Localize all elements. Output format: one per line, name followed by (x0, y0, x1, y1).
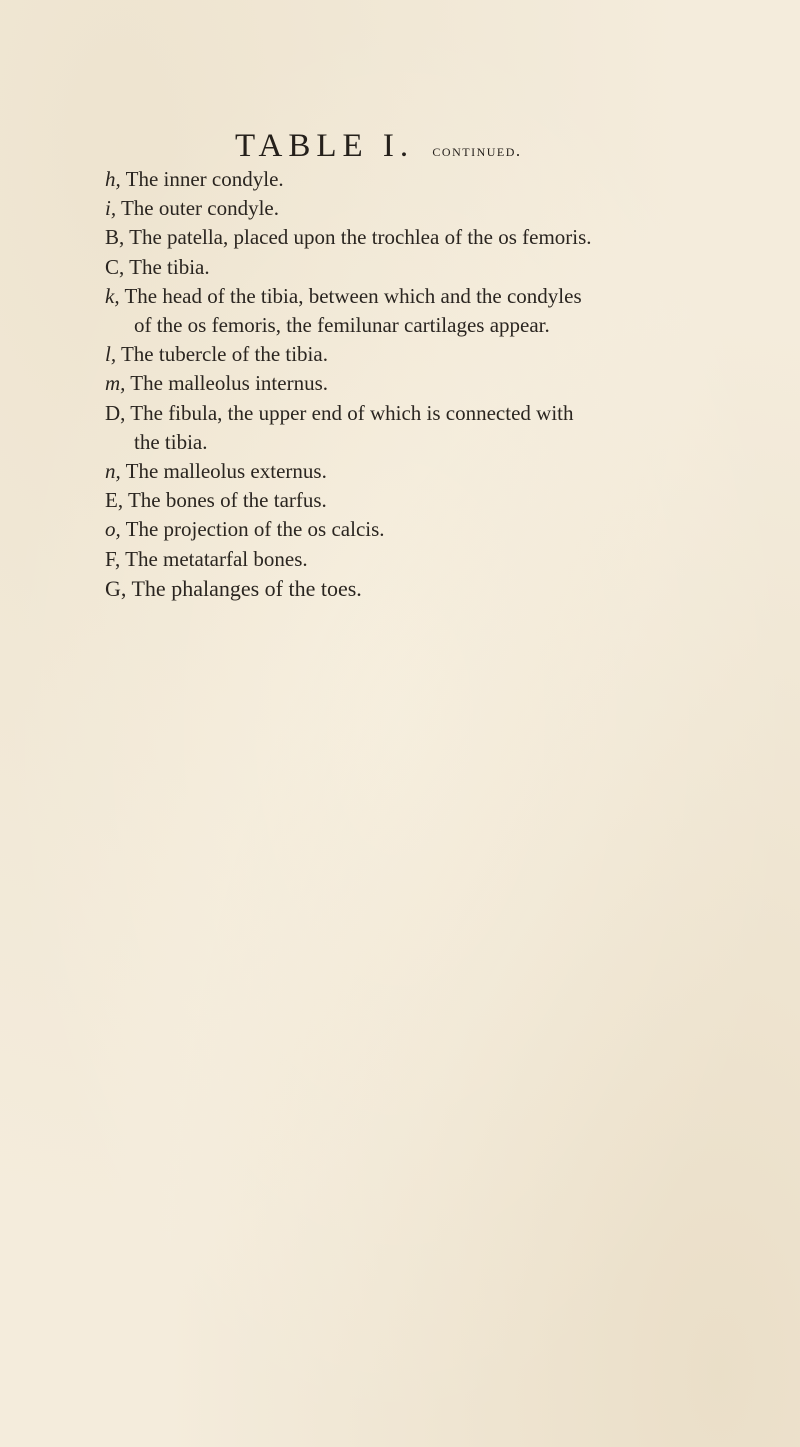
page-title (235, 128, 522, 165)
legend-key: F, (105, 546, 121, 571)
legend-key: h, (105, 167, 121, 191)
legend-item-C (105, 253, 725, 282)
legend-text: The outer condyle. (116, 196, 279, 221)
legend-text-continuation: of the os femoris, the femilunar cartilages appear. (134, 313, 550, 338)
legend-text: The head of the tibia, between which and the condyles (119, 283, 582, 308)
legend-item-G (105, 574, 725, 603)
legend-item-m (105, 369, 725, 398)
legend-key: G, (105, 575, 127, 601)
legend-item-k (105, 282, 725, 340)
legend-item-h (105, 165, 725, 194)
legend-text: The bones of the tarfus. (123, 488, 327, 513)
legend-text: The tubercle of the tibia. (116, 342, 328, 367)
legend-key: i, (105, 196, 117, 221)
table-title: TABLE I. (235, 128, 415, 164)
legend-text: The phalanges of the toes. (126, 575, 362, 601)
legend-key: D, (105, 400, 126, 425)
table-subtitle: continued. (432, 141, 522, 160)
legend-item-F (105, 545, 725, 574)
legend-text: The tibia. (124, 254, 210, 279)
legend-text: The malleolus externus. (120, 459, 327, 484)
legend-key: C, (105, 254, 125, 279)
legend-key: E, (105, 488, 124, 513)
legend-item-o (105, 515, 725, 544)
legend-text: The inner condyle. (120, 167, 284, 191)
legend-list (105, 165, 725, 603)
legend-item-l (105, 340, 725, 369)
legend-item-B (105, 223, 725, 252)
legend-key: B, (105, 225, 125, 250)
legend-key: m, (105, 371, 126, 396)
legend-key: k, (105, 283, 120, 308)
legend-text: The metatarfal bones. (120, 546, 308, 571)
legend-text-continuation: the tibia. (134, 429, 208, 454)
legend-item-D (105, 399, 725, 457)
legend-text: The fibula, the upper end of which is connected with (125, 400, 574, 425)
legend-key: o, (105, 517, 121, 542)
legend-text: The malleolus internus. (125, 371, 328, 396)
legend-text: The patella, placed upon the trochlea of the os femoris. (124, 225, 592, 250)
legend-key: n, (105, 459, 121, 484)
legend-text: The projection of the os calcis. (120, 517, 385, 542)
legend-item-i (105, 194, 725, 223)
legend-item-n (105, 457, 725, 486)
legend-item-E (105, 486, 725, 515)
legend-key: l, (105, 342, 117, 367)
